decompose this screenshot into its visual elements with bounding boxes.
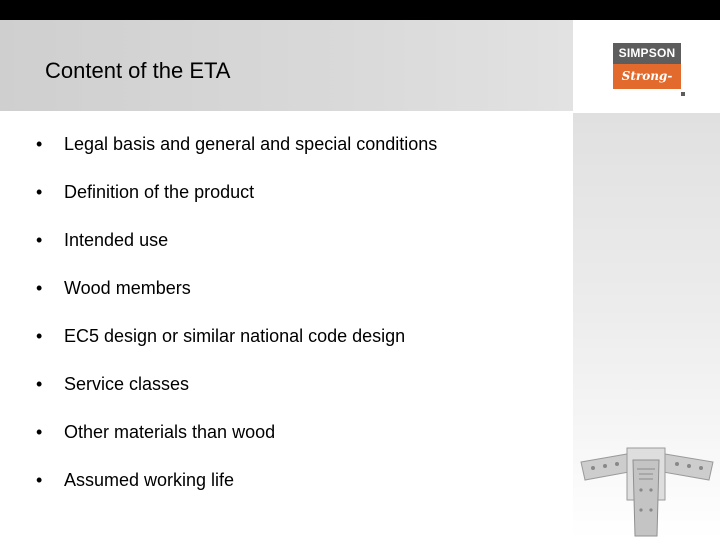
bullet-text: Other materials than wood bbox=[64, 422, 276, 442]
bullet-text: Legal basis and general and special conditions bbox=[64, 134, 438, 154]
bullet-item bbox=[30, 422, 437, 470]
bullet-item bbox=[30, 278, 437, 326]
bullet-item bbox=[30, 134, 437, 182]
bullet-marker: • bbox=[36, 182, 43, 202]
bullet-text: Definition of the product bbox=[64, 182, 255, 202]
bullet-item bbox=[30, 230, 437, 278]
bullet-marker: • bbox=[36, 470, 43, 490]
bullet-list bbox=[30, 134, 437, 518]
registered-mark bbox=[681, 92, 685, 96]
logo-top-text: SIMPSON bbox=[613, 43, 681, 64]
bullet-marker: • bbox=[36, 422, 43, 442]
bullet-text: Wood members bbox=[64, 278, 191, 298]
bullet-marker: • bbox=[36, 374, 43, 394]
bullet-item bbox=[30, 326, 437, 374]
bullet-text: EC5 design or similar national code design bbox=[64, 326, 406, 346]
metal-bracket-image bbox=[577, 440, 717, 540]
bullet-text: Service classes bbox=[64, 374, 190, 394]
bullet-text: Intended use bbox=[64, 230, 169, 250]
bullet-marker: • bbox=[36, 230, 43, 250]
bullet-marker: • bbox=[36, 326, 43, 346]
bullet-text: Assumed working life bbox=[64, 470, 235, 490]
bullet-item bbox=[30, 374, 437, 422]
bullet-item bbox=[30, 470, 437, 518]
bullet-marker: • bbox=[36, 278, 43, 298]
logo-bottom-text: Strong-Tie bbox=[613, 64, 681, 89]
simpson-strong-tie-logo bbox=[613, 43, 681, 108]
top-bar bbox=[0, 0, 720, 20]
bullet-marker: • bbox=[36, 134, 43, 154]
slide-title: Content of the ETA bbox=[45, 58, 231, 83]
bullet-item bbox=[30, 182, 437, 230]
